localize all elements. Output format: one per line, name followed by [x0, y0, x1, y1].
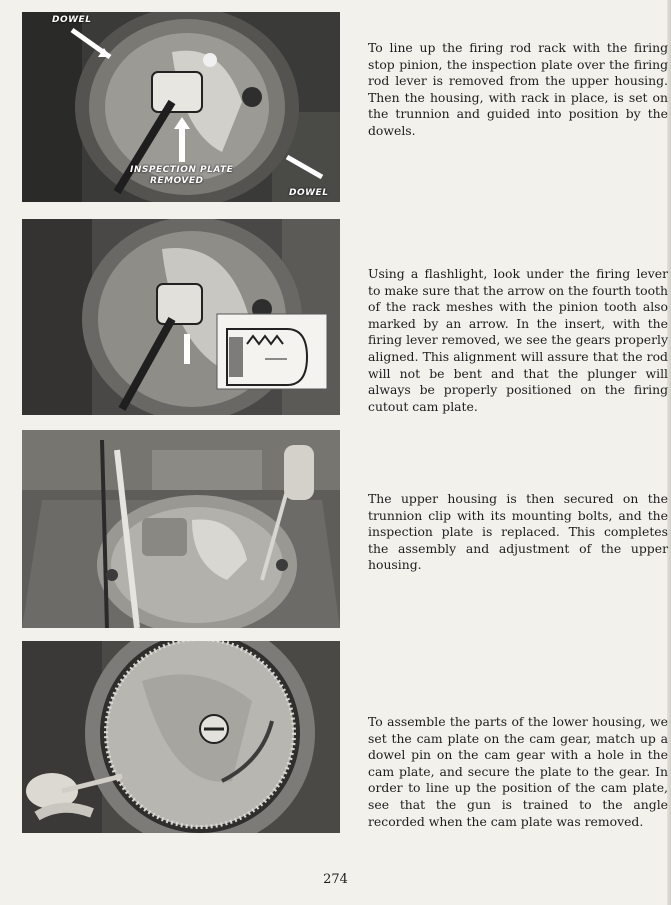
figure-inspection-plate-removed [22, 12, 340, 202]
figure-2-illustration [22, 219, 340, 415]
figure-gear-alignment [22, 219, 340, 415]
paragraph-flashlight-check: Using a flashlight, look under the firing lever to make sure that the arrow on the fourth tooth of the rack meshes with the pinion tooth also marked by an arrow. In the insert, with the firing lever removed, we see the gears properly aligned. This alignment will assure that the rod will not be bent and that the plunger will always be properly positioned on the firing cutout cam plate. [368, 266, 668, 414]
paragraph-lower-housing-assembly: To assemble the parts of the lower housing, we set the cam plate on the cam gear, match up a dowel pin on the cam gear with a hole in the cam plate, and secure the plate to the gear. In order to line up the position of the cam plate, see that the gun is trained to the angle recorded when the cam plate was removed. [368, 714, 668, 829]
paragraph-upper-housing-secured: The upper housing is then secured on the trunnion clip with its mounting bolts, and the inspection plate is replaced. This completes the assembly and adjustment of the upper housing. [368, 491, 668, 573]
callout-dowel-top: DOWEL [52, 15, 92, 25]
callout-inspection-plate-line2: REMOVED [150, 176, 204, 186]
figure-cam-plate-assembly [22, 641, 340, 833]
callout-inspection-plate-line1: INSPECTION PLATE [130, 165, 234, 175]
page-number: 274 [323, 872, 348, 887]
paragraph-firing-rod-rack: To line up the firing rod rack with the firing stop pinion, the inspection plate over the firing rod lever is removed from the upper housing. Then the housing, with rack in place, is set on the trunnion and guided into position by the dowels. [368, 40, 668, 138]
figure-3-illustration [22, 430, 340, 628]
figure-upper-housing-secured [22, 430, 340, 628]
figure-4-illustration [22, 641, 340, 833]
callout-dowel-bottom: DOWEL [289, 188, 329, 198]
